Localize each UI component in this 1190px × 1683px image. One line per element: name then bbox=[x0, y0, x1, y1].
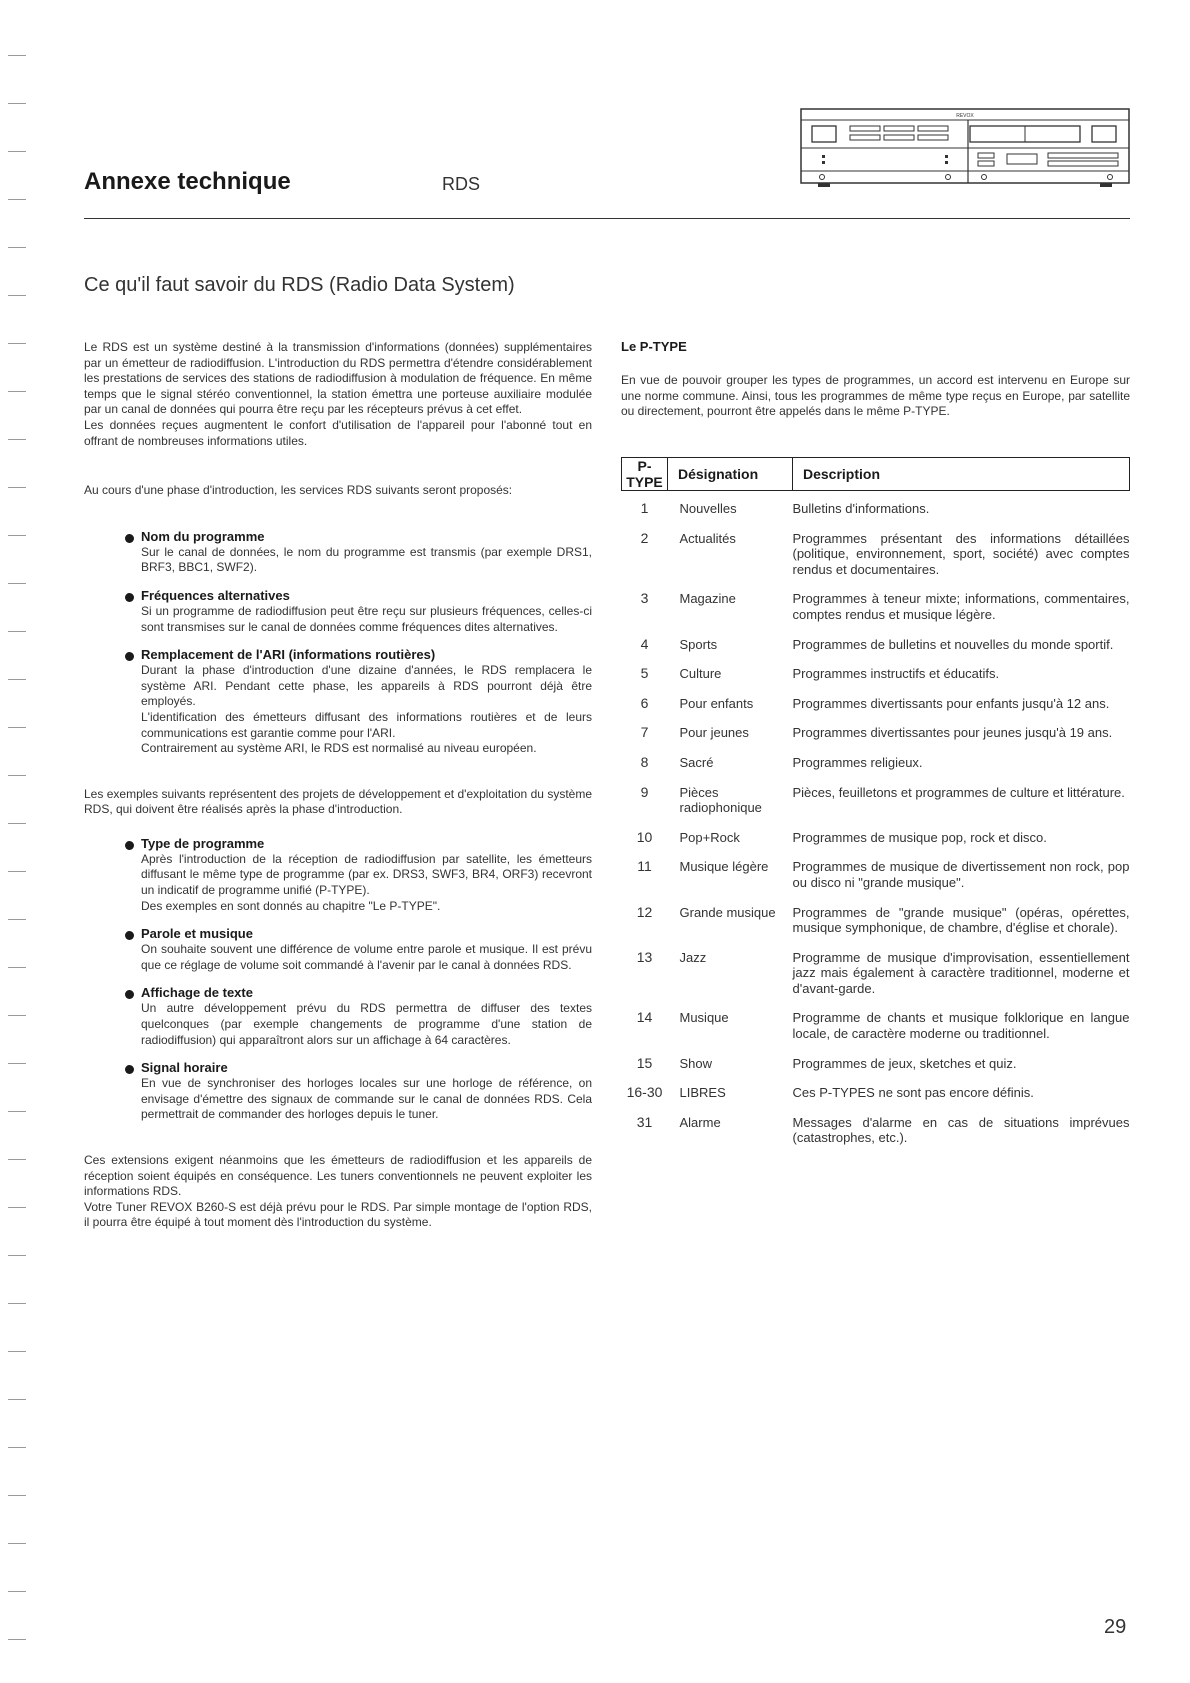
table-row bbox=[622, 1010, 1130, 1055]
ptype-designation: LIBRES bbox=[679, 1085, 726, 1101]
ptype-designation: Pièces radiophonique bbox=[679, 784, 762, 816]
column-header-description: Description bbox=[793, 458, 1130, 491]
ptype-number: 13 bbox=[636, 948, 653, 965]
list-item bbox=[84, 985, 592, 1048]
ptype-number: 15 bbox=[636, 1054, 653, 1071]
table-row bbox=[622, 859, 1130, 904]
table-row bbox=[622, 1056, 1130, 1086]
ptype-designation: Sports bbox=[679, 636, 718, 652]
bullet-icon bbox=[125, 652, 134, 661]
ptype-description: Programmes instructifs et éducatifs. bbox=[792, 666, 1000, 682]
ptype-description: Programmes de musique pop, rock et disco. bbox=[792, 829, 1047, 845]
list-item bbox=[84, 588, 592, 635]
ptype-designation: Magazine bbox=[679, 591, 736, 607]
table-header-row bbox=[622, 458, 1130, 491]
list-item bbox=[84, 1060, 592, 1123]
ptype-number: 2 bbox=[640, 529, 649, 546]
examples-intro: Les exemples suivants représentent des projets de développement et d'exploitation du système RDS, qui doivent être réalisés après la phase d'introduction. bbox=[84, 786, 592, 817]
phase-intro: Au cours d'une phase d'introduction, les services RDS suivants seront proposés: bbox=[84, 483, 513, 498]
ptype-number: 6 bbox=[640, 694, 649, 711]
ptype-description: Messages d'alarme en cas de situations imprévues (catastrophes, etc.). bbox=[792, 1114, 1130, 1146]
ptype-number: 4 bbox=[640, 635, 649, 652]
bullet-icon bbox=[125, 534, 134, 543]
list-item bbox=[84, 926, 592, 973]
bullet-icon bbox=[125, 990, 134, 999]
ptype-designation: Grande musique bbox=[679, 904, 776, 920]
ptype-designation: Actualités bbox=[679, 530, 736, 546]
table-row bbox=[622, 696, 1130, 726]
service-text: L'identification des émetteurs diffusant des informations routières et de leurs communications est garantie comme pour l'ARI. bbox=[141, 709, 592, 740]
table-row bbox=[622, 1115, 1130, 1160]
project-text: On souhaite souvent une différence de volume entre parole et musique. Il est prévu que ce réglage de volume soit commandé à l'avenir par le canal à données RDS. bbox=[141, 942, 592, 972]
table-row bbox=[622, 1085, 1130, 1115]
column-header-designation: Désignation bbox=[668, 458, 793, 491]
project-text: Après l'introduction de la réception de radiodiffusion par satellite, les émetteurs diffusant le même type de programme (par ex. DRS3, SWF3, BR4, ORF3) recevront un indicatif de programme unifié (P-TYPE). bbox=[141, 851, 592, 898]
project-text: Un autre développement prévu du RDS permettra de diffuser des textes quelconques (par exemple changements de programme d'une station de radiodiffusion) qui apparaîtront alors sur un affichage à 64 caractères. bbox=[141, 1001, 592, 1047]
ptype-designation: Nouvelles bbox=[679, 501, 737, 516]
table-row bbox=[622, 905, 1130, 950]
ptype-designation: Musique légère bbox=[679, 859, 769, 875]
list-item bbox=[84, 529, 592, 576]
ptype-description: Bulletins d'informations. bbox=[792, 501, 930, 516]
ptype-intro: En vue de pouvoir grouper les types de programmes, un accord est intervenu en Europe sur une norme commune. Ainsi, tous les programmes de même type reçus en Europe, par satellite ou directement, pourront être appelés dans le même P-TYPE. bbox=[621, 373, 1130, 419]
ptype-description: Programmes divertissantes pour jeunes jusqu'à 19 ans. bbox=[792, 725, 1113, 741]
ptype-designation: Show bbox=[679, 1055, 713, 1071]
ptype-designation: Sacré bbox=[679, 754, 714, 770]
ptype-designation: Jazz bbox=[679, 949, 707, 965]
service-text: Durant la phase d'introduction d'une dizaine d'années, le RDS remplacera le système ARI. Pendant cette phase, les appareils à RDS pourront déjà être employés. bbox=[141, 663, 592, 709]
ptype-number: 5 bbox=[640, 665, 649, 682]
table-row bbox=[622, 785, 1130, 830]
ptype-number: 14 bbox=[636, 1009, 653, 1026]
ptype-number: 11 bbox=[637, 858, 652, 875]
right-column bbox=[621, 339, 1130, 1146]
ptype-number: 10 bbox=[636, 828, 653, 845]
project-text: Des exemples en sont donnés au chapitre "Le P-TYPE". bbox=[141, 898, 441, 913]
svg-text:REVOX: REVOX bbox=[956, 113, 974, 119]
column-header-ptype: P-TYPE bbox=[622, 458, 668, 491]
tuner-front-panel-illustration bbox=[800, 108, 1130, 194]
left-column bbox=[84, 340, 592, 1231]
closing-paragraph: Ces extensions exigent néanmoins que les émetteurs de radiodiffusion et les appareils de réception soient équipés en conséquence. Les tuners conventionnels ne peuvent exploiter les informations RDS. bbox=[84, 1153, 592, 1199]
intro-paragraph-2: Les données reçues augmentent le confort d'utilisation de l'appareil pour l'abonné tout en offrant de nombreuses informations utiles. bbox=[84, 417, 592, 448]
ptype-description: Programmes religieux. bbox=[792, 754, 923, 770]
ptype-number: 31 bbox=[636, 1113, 653, 1130]
ptype-number: 16-30 bbox=[626, 1084, 663, 1101]
service-text: Sur le canal de données, le nom du programme est transmis (par exemple DRS1, BRF3, BBC1, SWF2). bbox=[141, 544, 592, 575]
table-row bbox=[622, 950, 1130, 1011]
bullet-icon bbox=[125, 841, 134, 850]
ptype-table bbox=[621, 457, 1130, 1160]
ptype-designation: Pour jeunes bbox=[679, 725, 749, 741]
table-row bbox=[622, 830, 1130, 860]
page-title: Annexe technique bbox=[84, 168, 291, 195]
page-number: 29 bbox=[1104, 1616, 1127, 1638]
project-title: Parole et musique bbox=[141, 926, 253, 942]
ptype-description: Programmes divertissants pour enfants jusqu'à 12 ans. bbox=[792, 695, 1110, 711]
table-row bbox=[622, 591, 1130, 636]
ptype-description: Programme de chants et musique folklorique en langue locale, de caractère moderne ou traditionnel. bbox=[792, 1010, 1130, 1042]
service-text: Si un programme de radiodiffusion peut être reçu sur plusieurs fréquences, celles-ci sont transmises sur le canal de données comme fréquences dites alternatives. bbox=[141, 603, 592, 634]
ptype-description: Pièces, feuilletons et programmes de culture et littérature. bbox=[792, 784, 1125, 800]
table-row bbox=[622, 637, 1130, 667]
ptype-description: Programmes à teneur mixte; informations, commentaires, comptes rendus et musique légère. bbox=[792, 591, 1130, 622]
ptype-number: 3 bbox=[640, 590, 649, 607]
closing-paragraph-2: Votre Tuner REVOX B260-S est déjà prévu pour le RDS. Par simple montage de l'option RDS, il pourra être équipé à tout moment dès l'introduction du système. bbox=[84, 1199, 592, 1230]
ptype-description: Programmes de jeux, sketches et quiz. bbox=[792, 1055, 1017, 1071]
table-row bbox=[622, 725, 1130, 755]
bullet-icon bbox=[125, 593, 134, 602]
section-subtitle: Ce qu'il faut savoir du RDS (Radio Data System) bbox=[84, 274, 515, 296]
ptype-designation: Musique bbox=[679, 1010, 729, 1026]
service-text: Contrairement au système ARI, le RDS est normalisé au niveau européen. bbox=[141, 741, 537, 756]
service-title: Remplacement de l'ARI (informations routières) bbox=[141, 647, 436, 663]
project-title: Signal horaire bbox=[141, 1060, 228, 1076]
ptype-number: 9 bbox=[640, 783, 649, 800]
ptype-description: Programme de musique d'improvisation, essentiellement jazz mais également à caractère traditionnel, moderne et d'avant-garde. bbox=[792, 949, 1130, 996]
table-row bbox=[622, 491, 1130, 531]
ptype-description: Programmes de musique de divertissement non rock, pop ou disco ni "grande musique". bbox=[792, 859, 1130, 890]
ptype-heading: Le P-TYPE bbox=[621, 339, 687, 354]
ptype-description: Programmes de "grande musique" (opéras, opérettes, musique symphonique, de chambre, d'église et chorale). bbox=[792, 904, 1130, 936]
ptype-designation: Alarme bbox=[679, 1114, 721, 1130]
ptype-description: Programmes de bulletins et nouvelles du monde sportif. bbox=[792, 636, 1114, 652]
ptype-number: 7 bbox=[640, 724, 649, 741]
list-item bbox=[84, 836, 592, 914]
ptype-designation: Pour enfants bbox=[679, 695, 754, 711]
bullet-icon bbox=[125, 931, 134, 940]
services-list bbox=[84, 529, 592, 757]
ptype-number: 12 bbox=[636, 903, 653, 920]
project-title: Type de programme bbox=[141, 835, 265, 851]
table-row bbox=[622, 531, 1130, 592]
ptype-description: Programmes présentant des informations détaillées (politique, environnement, sport, société) avec comptes rendus et documentaires. bbox=[792, 530, 1130, 577]
section-label: RDS bbox=[442, 174, 481, 194]
bullet-icon bbox=[125, 1065, 134, 1074]
project-text: En vue de synchroniser des horloges locales sur une horloge de référence, on envisage d'émettre des signaux de commande sur le canal de données RDS. Cela permettrait de commander des horloges depuis le tuner. bbox=[141, 1076, 592, 1122]
header-divider bbox=[84, 218, 1130, 219]
ptype-designation: Culture bbox=[679, 666, 722, 682]
table-row bbox=[622, 755, 1130, 785]
ptype-number: 8 bbox=[640, 753, 649, 770]
project-title: Affichage de texte bbox=[141, 985, 253, 1001]
intro-paragraph: Le RDS est un système destiné à la transmission d'informations (données) supplémentaires par un émetteur de radiodiffusion. L'introduction du RDS permettra d'étendre considérablement les prestations de services des stations de radiodiffusion à modulation de fréquence. En même temps que le signal stéréo conventionnel, la station émettra une porteuse auxiliaire modulée par un canal de données qui pourra être reçu par les récepteurs prévus à cet effet. bbox=[84, 340, 592, 417]
ptype-designation: Pop+Rock bbox=[679, 829, 740, 845]
ptype-number: 1 bbox=[640, 500, 649, 516]
service-title: Fréquences alternatives bbox=[141, 587, 290, 603]
service-title: Nom du programme bbox=[141, 528, 265, 544]
list-item bbox=[84, 647, 592, 757]
ptype-description: Ces P-TYPES ne sont pas encore définis. bbox=[792, 1085, 1034, 1101]
projects-list bbox=[84, 836, 592, 1123]
table-row bbox=[622, 666, 1130, 696]
